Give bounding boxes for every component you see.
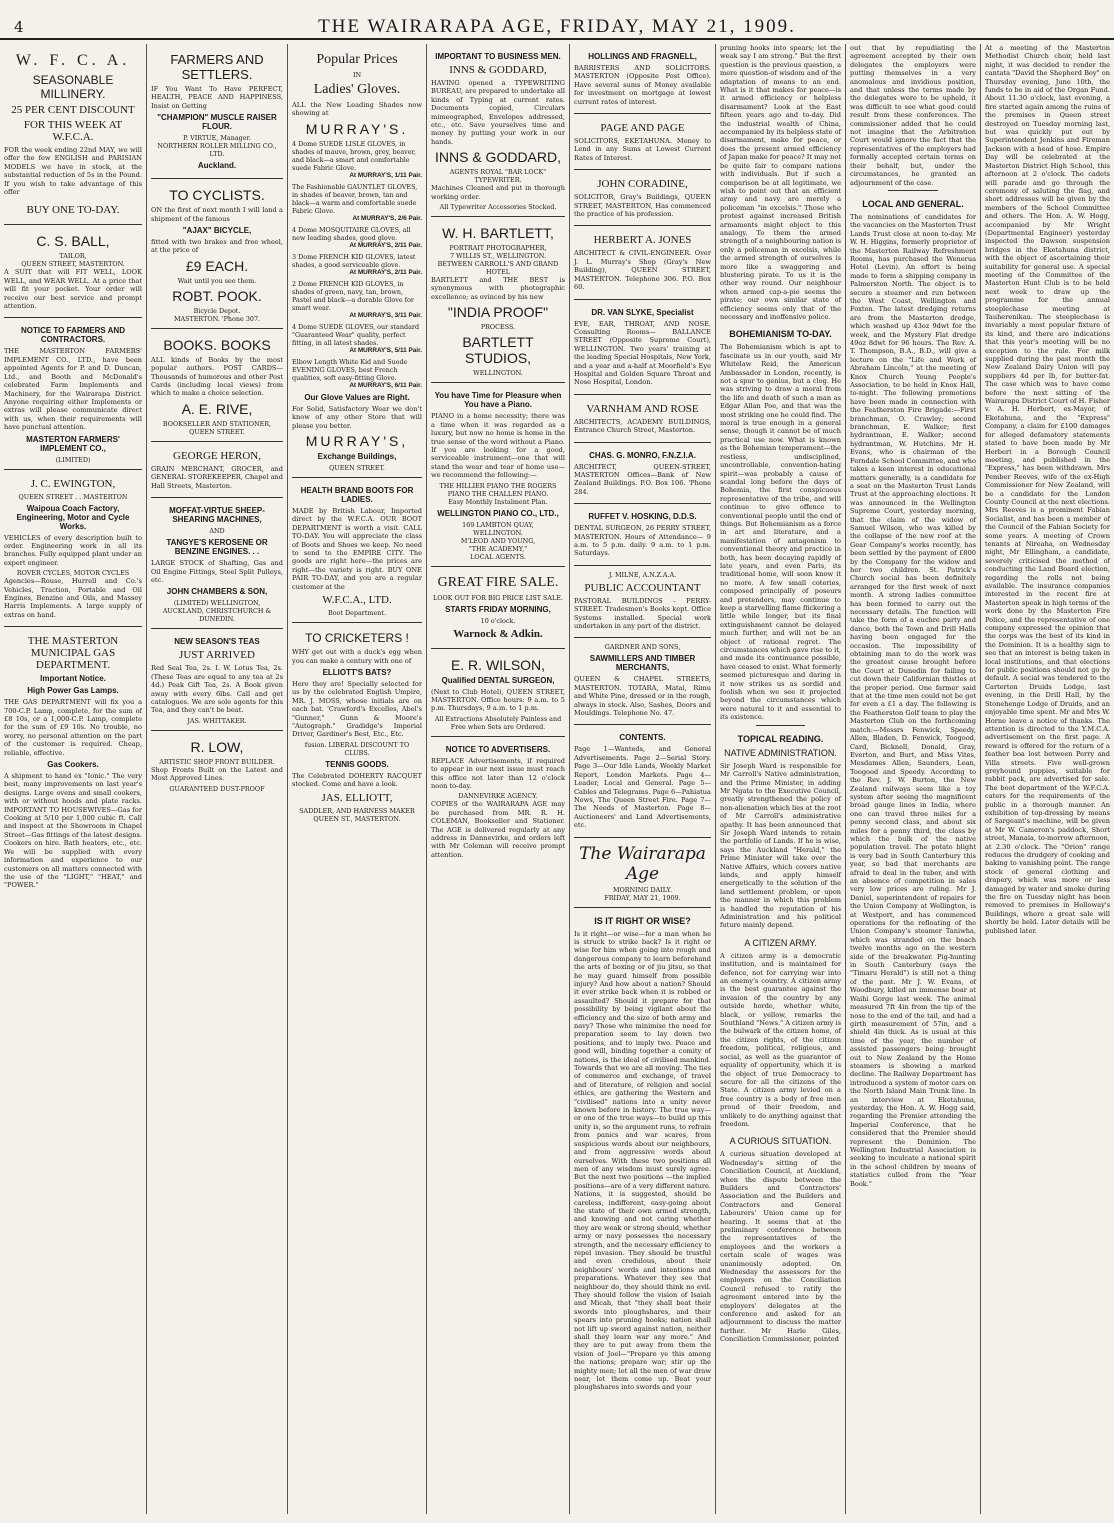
army-heading: A CITIZEN ARMY. [744, 937, 817, 948]
gas-heading: THE MASTERTON MUNICIPAL GAS DEPARTMENT. [27, 635, 119, 672]
piano-list: THE HILLIER PIANO THE ROGERS PIANO THE CHALLEN PIANO. [439, 481, 557, 498]
easy-instalments: Easy Monthly Instalment Plan. [448, 497, 548, 506]
ten-oclock: 10 o'clock. [480, 616, 516, 625]
important-business: IMPORTANT TO BUSINESS MEN. [435, 52, 561, 61]
inns-name-2: INNS & GODDARD, [434, 149, 561, 166]
ladies-gloves: Ladies' Gloves. [313, 82, 401, 97]
coradine-name: JOHN CORADINE, [597, 178, 688, 191]
the-academy: "THE ACADEMY," [468, 544, 528, 553]
ad-farmers-settlers [151, 44, 283, 179]
masthead [0, 10, 1114, 40]
mfi-ltd: (LIMITED) [55, 455, 91, 464]
card-milne [574, 566, 711, 639]
mcleod-young: M'LEOD AND YOUNG, [460, 536, 536, 545]
gloves-in: IN [352, 71, 362, 79]
local-general-continued: At a meeting of the Masterton Methodist Church choir, held last night, it was decided to render the cantata "David the Shepherd Boy" on Thursday evening, June 10th, the funds to be in aid of the Organ Fund. About 11.30 o'clock, last evening, a fire started again among the ruins of the premises in Queen street destroyed on Tuesday morning last, but was quickly put out by Superintendent Jenkins and Fireman Jackson with a head of hose. Empire Day will be celebrated at the Masterton District High School, this afternoon at 2 o'clock. The cadets will parade and go through the ceremony of saluting the flag, and short addresses will be given by the members of the School Committee and others. The Hon. A. W. Hogg, accompanied by Mr Wright (Departmental Engineer) yesterday inspected the Dawson suspension bridges in the Eketahuna district, with the object of ascertaining their suitability for general use. A special meeting of the Committee of the Masterton Hunt Club is to be held next week to draw up the programme for the annual steeplechase meeting at Tauherenikau. The steeplechase is invariably a most popular fixture of its kind, and there are indications that this year's meeting will be no exception to the rule. For milk supplied during the past month the New Zealand Dairy Union will pay suppliers 4d per lb, for butter-fat. The case which was to have come before the next sitting of the Wairarapa District Court of H. Fisher v. A. H. Herbert, ex-Mayor, of Eketahuna, and the "Express" Company, a claim for £100 damages for alleged defamatory statements stated to have been made by Mr Herbert in a Borough Council meeting, and published in the "Express," has been withdrawn. Mrs Pember Reeves, wife of the ex-High Commissioner for New Zealand, will be a candidate for the London County Council at the next elections. Mrs Reeves is a prominent Fabian Socialist, and has been a member of the Council of the Fabian Society for some years. A meeting of Crown tenants at Nireaha, on Wednesday night, Mr Ellingham, a candidate, severely criticised the method of conducting the Land Board election, regarding the rolls not being available. The insurance companies interested in the recent fire at Masterton speak in high terms of the work done by the Masterton Fire Police, and the representative of one company expressed the opinion that the corps was the best of its kind in the Dominion. It is a healthy sign to see that an interest is being taken in local institutions, and that elections for public positions should not go by default. A social was tendered to the Carterton Druids Lodge, last evening, in the Drill Hall, by the Stonehenge Lodge of Druids, and an enjoyable time spent. Mr and Mrs W. Horne leave a notice of thanks. The attention is directed to the Y.M.C.A. advertisement on the first page. A reward is offered for the return of a feather boa lost between Perry and Villa streets. Five well-grown greyhound puppies, suitable for rabbit pack, are advertised for sale. The boot department of the W.F.C.A. caters for the requirements of the public in a thorough manner. An exhibition of top-dressing by means of Sargeant's machine, will be given at Mr W. Cameron's paddock, Short street, Manaia, to-morrow afternoon, at 2.30 o'clock. The "Orion" range reduces the drudgery of cooking and baking to vanishing point. The range stock of general clothing and drapery, which was more or less damaged by water and smoke during the fire on Tuesday night has been removed to premises in Holloway's Buildings, where a great sale will shortly be held. Later details will be published later. [985, 44, 1110, 935]
great-fire-sale: GREAT FIRE SALE. [437, 574, 559, 590]
gas-cookers: Gas Cookers. [47, 760, 99, 770]
ad-fire-sale [431, 567, 565, 649]
dental-surgeon: Qualified DENTAL SURGEON, [441, 675, 555, 685]
piano-company: WELLINGTON PIANO CO., LTD., [437, 508, 559, 518]
glove-item: 4 Dome MOSQUITAIRE GLOVES, all new leading shades, good glove. At MURRAY'S, 2/11 Pair. [292, 225, 422, 249]
card-hollings [574, 44, 711, 114]
ad-wfca-millinery [4, 44, 142, 225]
cyclists-heading: TO CYCLISTS. [169, 187, 265, 204]
low-name: R. LOW, [190, 738, 244, 755]
column-5 [569, 44, 715, 1514]
studios-wellington: WELLINGTON. [473, 369, 523, 378]
ad-books [151, 329, 283, 442]
local-agents: LOCAL AGENTS. [470, 552, 526, 561]
rover-cycles: ROVER CYCLES, MOTOR CYCLES [16, 569, 130, 578]
card-jones [574, 226, 711, 299]
ad-murrays-gloves [292, 44, 422, 478]
glove-values-body: For Solid, Satisfactory Wear we don't know of any other Store that will please you better. [292, 404, 422, 430]
column-8 [980, 44, 1114, 1514]
moffat-machines: MOFFAT-VIRTUE SHEEP-SHEARING MACHINES, [169, 506, 265, 525]
this-week-line: FOR THIS WEEK AT W.F.C.A. [23, 119, 123, 143]
ball-address: QUEEN STREET, MASTERTON. [21, 260, 125, 269]
card-coradine [574, 170, 711, 226]
health-boots-heading: HEALTH BRAND BOOTS FOR LADIES. [300, 486, 414, 505]
coach-factory: Waipoua Coach Factory, Engineering, Motor and Cycle Works. [16, 503, 130, 531]
leader-continued: pruning hooks into spears; let the weak say I am strong." But the first question is the previous question, a mere question-of wisdom and of the adaptation of means to an end. What is it that makes for peace—is it armed efficiency or helpless disarmament? Look at the East fifteen years ago and to-day. Did the industrial wealth of China, accompanied by its helpless state of disarmament, make for peace, or does the present armed efficiency of Japan make for peace? It may not be quite fair to compare nations with individuals. But if such a comparison be at all legitimate, we wish to point out that an efficient army and navy are merely a policeman "in excelsis." Those who protest against increased British armaments might object to this analogy. To them the armed strength of a neighbouring nation is only a policeman in excelsis, while the armed strength of ourselves is more like a swaggering and blustering pirate. To us it is the other way round. Our neighbour when armed cap-a-pie seems the pirate; our own similar state of efficiency seems only that of the necessary and inoffensive police. [720, 44, 841, 321]
glove-item: 4 Dome SUEDE GLOVES, our standard "Guaranteed Wear" quality, perfect fitting, in all latest shades. At MURRAY'S, 5/11 Pair. [292, 322, 422, 354]
dannevirke-body: COPIES of the WAIRARAPA AGE may be purchased from MR. R. H. COLEMAN, Bookseller and Stationer. The AGE is delivered regularly at any address in Dannevirke, and orders left with Mr Coleman will receive prompt attention. [431, 800, 565, 859]
cookers-body: A shipment to hand ex "Ionic." The very best, many improvements on last year's designs. Large ovens and small cookers, with or without hoods and plate racks. IMPORTANT TO HOUSEWIVES—Gas for Cooking at 5/10 per 1,000 cubic ft. Call and inspect at the Showroom in Chapel Street—Gas fittings of the latest designs. Cookers on hire. Bath heaters, etc., etc. We will be supplied with every information and experience to our customers on all matters connected with the use of the "LIGHT," "HEAT," and "POWER." [4, 772, 142, 890]
chambers-cities: AUCKLAND, CHRISTCHURCH & DUNEDIN. [162, 607, 272, 624]
gardner-name: GARDNER AND SONS, [604, 643, 681, 652]
monro-body: ARCHITECT, QUEEN-STREET, MASTERTON Offices—Bank of New Zealand Buildings. P.O. Box 106. 'Phone 284. [574, 462, 711, 496]
elliott-trade: SADDLER, AND HARNESS MAKER QUEEN ST., MASTERTON. [299, 806, 415, 823]
whittaker-name: JAS. WHITTAKER. [187, 716, 247, 725]
ad-gas-department [4, 627, 142, 897]
tangye-engines: TANGYE'S KEROSENE OR BENZINE ENGINES. . . [166, 538, 268, 557]
local-general-body: The nominations of candidates for the vacancies on the Masterton Trust Lands Trust close at noon to-day. Mr W. H. Higgins, formerly proprietor of the Masterton Railway Refreshment Rooms, has purchased the Wenerua Hotel (Levin). An effort is being made to form a shipping company in Palmerston North. The object is to secure a steamer and run between the West Coast, Wellington and Foxton. The latest dredging returns are from the Masterton dredge, which washed up 43oz 9dwt for the week, and the Mystery Flat dredge 49oz 8dwt for 96 hours. The Rev. A. T. Thompson, B.A., B.D., will give a lecture on the "Life and Work of Abraham Lincoln," at the meeting of Knox Church Young People's Association, to be held in Knox Hall, to-night. The following promotions have been made in connection with the Featherston Fire Brigade:—First branchman, O. Crawley; second branchman, E. Walker; first hydrantman, E. Walker; second hydrantman, W. Hutchins. Mr H. Evans, who is chairman of the Ferndale School Committee, and who takes a keen interest in educational matters generally, is a candidate for a seat on the Masterton Trust Lands Trust at the approaching elections. It was announced in the Wellington Supreme Court, yesterday morning, that the claim of the widow of Samuel Wilson, who was killed by the collapse of the new roof at the Gear Company's works recently, has been settled by the payment of £800 by the Company for the widow and her two children. St. Patrick's Church social has been definitely arranged for the first week of next month. A strong ladies committee has been formed to carry out the necessary details. The function will take the form of a euchre party and dance, both the Town and Drill Halls having been engaged for the occasion. The impossibility of obtaining man to do the work was the greatest cause brought before the Court at Dunedin for failing to cut down their Californian thistles at the proper period. One farmer said that at the time men could not be got for even a £1 a day. The following is the Featherston Golf team to play the Masterton Club on the forthcoming match:—Messrs Fenwick, Speedy, Allen, Bladen, D. Fenwick, Toogood, Card, Bicknell, Donald, Gray, Everton, and Burt, and Miss Vites, Mesdames Allen, Saunders, Lean, Toogood and Speedy. According to the Rev. J. W. Burton, the New Zealand railways seem like a toy system after seeing the magnificent broad gauge lines in India, where one can travel three miles for a penny second class, and about six miles for a penny third, the class by which the bulk of the native population travel. The potato blight is very bad in South Canterbury this year, so bad that merchants are afraid to deal in the tuber, and with an absence of competition in sales very low prices are ruling. Mr J. Daniel, superintendent of repairs for the Union Company at Wellington, is at Westport, and has commenced operations for the refloating of the Union Company's steamer Taniwha, which was stranded on the beach twelve months ago on the western side of the breakwater. Pig-hunting in South Canterbury (says the "Timaru Herald") is still not a thing of the past. Mr J. W. Evans, of Woodbury, killed an immense boar at Waihi Gorge last week. The animal measured 7ft 4in from the tip of the nose to the end of the tail, and had a girth measurement of 57in, and a shield 4in thick. As is usual at this time of the year, the number of assisted passengers being brought out to New Zealand by the Home steamers is showing a marked decline. The Railway Department has introduced a system of motor cars on the North Island Main Trunk line. In an interview at Eketahuna, yesterday, the Hon. A. W. Hogg said, regarding the Premier attending the Imperial Conference, that he considered that the Premier should represent the Dominion. The Wellington Industrial Association is seeking to inculcate a national spirit in the school children by means of statistics culled from the "Year Book." [850, 212, 976, 1188]
public-accountant: PUBLIC ACCOUNTANT [584, 581, 701, 594]
gloves-intro: ALL the New Leading Shades now showing at [292, 101, 422, 118]
books-body: ALL kinds of Books by the most popular authors. POST CARDS—Thousands of humorous and other Post Cards (including local views) from which to make a choice selection. [151, 355, 283, 398]
millinery-heading: SEASONABLE MILLINERY. [32, 73, 114, 101]
exchange-buildings: Exchange Buildings, [317, 452, 397, 462]
chambers-name: JOHN CHAMBERS & SON, [166, 587, 268, 597]
bartlett-between: BETWEEN CARROLL'S AND GRAND HOTEL [437, 260, 559, 277]
murrays-name-2: MURRAY'S, [305, 433, 409, 450]
elliotts-bats: ELLIOTT'S BATS? [322, 667, 392, 677]
bar-lock-agents: AGENTS ROYAL "BAR LOCK" TYPEWRITER. [449, 168, 547, 185]
auckland: Auckland. [197, 161, 237, 171]
high-power-lamps: High Power Gas Lamps. [27, 686, 119, 696]
page-number: 4 [14, 18, 24, 36]
card-monro [574, 443, 711, 505]
ball-name: C. S. BALL, [36, 233, 110, 250]
ball-trade: TAILOR, [59, 252, 87, 261]
chambers-ltd: (LIMITED) WELLINGTON, [173, 599, 261, 608]
contents-list: Page 1—Wanteds, and General Advertisements. Page 2—Serial Story. Page 3—Our Idle Lands, Weekly Market Report, London Markets. Page 4—Leader, Local and General. Page 5—Cables and Telegrams. Page 6—Pahiatua News, The Queen Street Fire. Page 7—The Needs of Masterton. Page 8—Auctioneers' and Land Advertisements, etc. [574, 745, 711, 830]
ad-moffat [151, 498, 283, 629]
column-3 [287, 44, 426, 1514]
gardner-body: QUEEN & CHAPEL STREETS, MASTERTON. TOTARA, Matai, Rimu and White Pine, dressed or in the rough, always in stock. Also, Sashes, Doors and Mouldings. Telephone No. 47. [574, 675, 711, 718]
leader-body: Is it right—or wise—for a man when he is struck to strike back? Is it right or wise for him when going into rough and dangerous company to learn beforehand the arts of boxing or of jiu jitsu, so that he may guard himself from possible injury? And how about a nation? Should it ever strike back when it is robbed or assaulted? Should it prepare for that possibility by being vigilant about the efficiency and the size of both army and navy? Those who minimise the need for preparation seem to lay down two positions, and to imply two. Peace and good will, binding together a comity of nations, is the ideal of civilised mankind. Towards that we are all moving. The ties of commerce and exchange, of travel and of literature, of religion and social ethics, are gathering the Western and "civilised" nations into a unity never known before in history. The true way—or one of the true ways—to build up this unity is, so the argument runs, to refrain from panics and war scares, from suspicious words about our neighbours, and from aggressive words about ourselves. With these two positions all men of any wisdom must surely agree. But the next two positions —the implied positions—are of a very different nature. Nations, it is suggested, should be careless, indifferent, easy-going about the state of their own armed strength, and knowing and not caring whether they are weak or strong should, whether army or navy possesses the necessary strength, and the necessary efficiency to repel invasion. They should be trustful and even credulous, about their neighbours' words and intentions and preparations. Whatever they see that neighbour do, they should think no evil. They should follow the vision of Isaiah and Micah, that "they shall beat their swords into ploughshares, and their spears into pruning hooks; nation shall not lift up sword against nation, neither shall they learn war any more." And they are to put away from them the vision of Joel—"Prepare ye this among the nations; prepare war; stir up the mighty men; let all the men of war draw near, let them come up. Beat your ploughshares into swords and your [574, 929, 711, 1392]
boot-department: Boot Department. [328, 609, 386, 618]
rive-trade: BOOKSELLER AND STATIONER, QUEEN STREET. [162, 419, 272, 436]
notice-advertisers [431, 737, 565, 866]
gas-body: THE GAS DEPARTMENT will fix you a 700-C.P. Lamp, complete, for the sum of £8 10s, or a 1,000-C.P. Lamp, complete for the sum of £9 10s. No trouble, no worry, no personal attention on the part of the customer is required. Cheap, reliable, effective. [4, 698, 142, 757]
coradine-body: SOLICITOR, Gray's Buildings, QUEEN STREET, MASTERTON, Has commenced the practice of his profession. [574, 193, 711, 219]
piano-heading: You have Time for Pleasure when You have a Piano. [434, 391, 562, 410]
ad-cyclists [151, 179, 283, 329]
card-varnham [574, 395, 711, 443]
ad-piano [431, 383, 565, 566]
pook-trade: Bicycle Depot. [193, 306, 241, 315]
contents-heading: CONTENTS. [619, 733, 666, 743]
column-6 [715, 44, 845, 1514]
heron-name: GEORGE HERON, [173, 449, 261, 462]
elliott-name: JAS. ELLIOTT, [321, 791, 393, 804]
low-trade: ARTISTIC SHOP FRONT BUILDER. [159, 757, 275, 766]
native-heading: NATIVE ADMINISTRATION. [724, 747, 837, 758]
moffat-and: AND [209, 527, 225, 536]
important-notice: Important Notice. [40, 674, 106, 684]
slyke-body: EYE, EAR, THROAT, AND NOSE. Consulting Rooms— BALLANCE STREET (Opposite Supreme Court), WELLINGTON. Two years' training at the leading Special Hospitals, New York, and a year and a-half at Moorfield's Eye Hospital and Golden Square Throat and Nose Hospital, London. [574, 319, 711, 387]
card-page [574, 114, 711, 170]
wilson-body: (Next to Club Hotel), QUEEN STREET, MASTERTON. Office hours: 9 a.m. to 5 p.m. Thursdays, 9 a.m. to 1 p.m. [431, 687, 565, 713]
fusion-discount: fusion. LIBERAL DISCOUNT TO CLUBS. [304, 740, 410, 757]
accessories: All Typewriter Accessories Stocked. [439, 203, 557, 212]
notice-heading: NOTICE TO FARMERS AND CONTRACTORS. [20, 326, 125, 345]
column-1 [0, 44, 146, 1514]
army-body: A citizen army is a democratic institution, and is maintained for defence, not for carrying war into an enemy's country. A citizen army is the best guarantee against the invasion of the country by any outside horde, whether white, black, or yellow, remarks the Southland "News." A citizen army is the bulwark of the citizen home, of the citizen rights, of the citizen freedom, political, religious, and social, as well as the guarantor of equality of opportunity, which it is the object of true Democracy to secure for all the citizens of the State. A citizen army levied on a free country is a body of free men proud of their freedom, and unlikely to do anything against that freedom. [720, 951, 841, 1128]
glove-item: 4 Dome SUEDE LISLE GLOVES, in shades of mauve, brown, grey, beaver, and black—a smart and comfortable suede Fabric Glove. At MURRAY'S, 1/11 Pair. [292, 139, 422, 179]
books-heading: BOOKS. BOOKS [163, 336, 271, 353]
rive-name: A. E. RIVE, [181, 400, 253, 417]
pook-name: ROBT. POOK. [172, 287, 262, 304]
wilson-name: E. R. WILSON, [450, 656, 546, 673]
teas-body: Red Seal Tea, 2s. I. W. Lotus Tea, 2s. (These Teas are equal to any tea at 2s 4d.) Peak Gift Tea, 2s. A Book given away with every 6lbs. Call and get catalogues. We are sole agents for this Tea, and they can't be beat. [151, 664, 283, 715]
ewington-name: J. C. EWINGTON, [30, 477, 116, 490]
morning-daily: MORNING DAILY. [613, 885, 672, 894]
card-hosking [574, 504, 711, 566]
jones-body: ARCHITECT & CIVIL-ENGINEER. Over J. L. Murray's Shop (Gray's New Building), QUEEN STREET, MASTERTON. Telephone 306. P.O. Box 60. [574, 249, 711, 292]
piano-body: PIANO in a home necessity; there was a time when it was regarded as a luxury, but now no home is home in the true sense of the word without a Piano. If you are looking for a good, serviceable instrument—one that will stand the wear and tear of home use—we recommend the following:— [431, 412, 565, 480]
bohemian-body: The Bohemianism which is apt to fascinate us in our youth, said Mr Whitelaw Reid, the American Ambassador in London, recently, is not a spur to genius, but a clog. He was striving to draw a moral from the life and death of such a man as Edgar Allan Poe, and that was the most striking one he could find. The moral is true enough in a general sense, though it cannot be of much practical use now. What is known as the Bohemian temperament—the restless, undisciplined, uncontrollable, convention-hating spirit—was probably a cause of scandal long before the days of Bohemia, the first conspicuous representative of the tribe, and will continue to give offence to conventional people until the end of things. But Bohemianism as a force in art and literature, and a manifestation of antagonism to conventional theory and practice in both, has been decaying rapidly of late years, and even Paris, its traditional home, will soon know it no more. A few small coteries, composed principally of poseurs and pretenders, may continue to keep a starvelling flame flickering a little while longer, but its final extinguishment cannot be delayed much further, and will not be an object of rational regret. The circumstances which gave rise to it, and made its continuance possible, have ceased to exist. What formerly seemed picturesque and daring in it now strikes us as sordid and foolish when we see it projected beyond the circumstances which were natural to it and essential to its existence. [720, 343, 841, 722]
divider [888, 190, 938, 191]
native-body: Sir Joseph Ward is responsible for Mr Carroll's Native administration, and the Prime Minister, in adding Mr Ngata to the Executive Council, greatly strengthened the policy of non-alienation which lies at the root of Mr Carroll's administrative apathy. It has been announced that Sir Joseph Ward intends to retain the portfolio of Lands. If he is wise, says the Auckland "Herald," the Prime Minister will take over the Native Affairs, which covers native lands, and apply himself energetically to the solution of the land settlement problem, or upon the manner in which this problem is handled the reputation of his Administration and his political future mainly depend. [720, 761, 841, 930]
agencies-body: Agencies—Rouse, Hurrell and Co.'s Vehicles, Traction, Portable and Oil Engines, Benzine and Oils, and Massey Harris Implements. A large supply of extras on hand. [4, 577, 142, 619]
page-body: SOLICITORS, EKETAHUNA. Money to Lend in any Sums at Lowest Current Rates of Interest. [574, 137, 711, 162]
india-proof: "INDIA PROOF" [447, 304, 549, 321]
dannevirke-agency: DANNEVIRKE AGENCY. [458, 792, 538, 801]
guaranteed-dust-proof: GUARANTEED DUST-PROOF [169, 784, 265, 793]
virtue-manager: P. VIRTUE, Manager. [183, 134, 251, 143]
card-van-slyke [574, 300, 711, 395]
ad-heron [151, 442, 283, 498]
glove-values: Our Glove Values are Right. [304, 392, 410, 402]
wairarapa-age-masthead: The Wairarapa Age [579, 843, 706, 884]
slyke-name: DR. VAN SLYKE, Specialist [591, 307, 694, 317]
bohemian-heading: BOHEMIANISM TO-DAY. [729, 329, 832, 340]
column-7 [845, 44, 980, 1514]
heron-body: GRAIN MERCHANT, GROCER, and GENERAL STOREKEEPER, Chapel and Hall Streets, Masterton. [151, 464, 283, 490]
wfca-logo: W. F. C. A. [15, 52, 131, 69]
tennis-body: The Celebrated DOHERTY RACQUET stocked. Come and have a look. [292, 771, 422, 789]
india-process: PROCESS. [480, 323, 516, 332]
millinery-body: FOR the week ending 22nd MAY, we will offer the few ENGLISH and PARISIAN MODELS we have in stock, at the substantial reduction of 5s in the Pound. If you wish to take advantage of this offer [4, 146, 142, 197]
card-gardner [574, 638, 711, 725]
notice-body: THE MASTERTON FARMERS' IMPLEMENT CO., LTD., have been appointed Agents for P. and D. Duncan, Ltd., and Booth and McDonald's celebrated Farm Implements and Machinery, for the Wairarapa District. Anyone requiring either Implements or extras will please communicate direct with us, when their requirements will have punctual attention. [4, 347, 142, 432]
ad-wilson-dental [431, 649, 565, 737]
divider [756, 725, 804, 726]
ewington-address: QUEEN STREET . . MASTERTON [18, 492, 128, 501]
coach-body: VEHICLES of every description built to order. Engineering work in all its branches. Fully equipped plant under an expert engineer. [4, 533, 142, 567]
ad-health-boots [292, 478, 422, 623]
mfi-name: MASTERTON FARMERS' IMPLEMENT CO., [26, 434, 120, 453]
monro-name: CHAS. G. MONRO, F.N.Z.I.A. [589, 450, 696, 460]
newspaper-masthead-title: THE WAIRARAPA AGE, FRIDAY, MAY 21, 1909. [318, 16, 796, 37]
portrait-photographer: PORTRAIT PHOTOGRAPHER, [449, 244, 547, 253]
lambton-quay: 169 LAMBTON QUAY, [462, 520, 534, 529]
local-general-heading: LOCAL AND GENERAL. [862, 198, 964, 209]
sawmillers: SAWMILLERS AND TIMBER MERCHANTS, [589, 654, 696, 673]
champion-flour: "CHAMPION" MUSCLE RAISER FLOUR. [157, 113, 277, 132]
contents-box [574, 725, 711, 837]
cricketers-heading: TO CRICKETERS ! [305, 631, 409, 646]
starts-friday: STARTS FRIDAY MORNING, [445, 604, 551, 614]
tennis-goods: TENNIS GOODS. [325, 759, 389, 769]
farmers-heading: FARMERS AND SETTLERS. [170, 52, 264, 82]
cyclists-body: ON the first of next month I will land a shipment of the famous [151, 206, 283, 223]
ad-cricketers [292, 623, 422, 827]
jones-name: HERBERT A. JONES [593, 234, 692, 247]
inns-name: INNS & GODDARD, [449, 64, 547, 76]
murrays-name: MURRAY'S. [305, 120, 409, 137]
bartlett-name: W. H. BARTLETT, [442, 225, 554, 242]
curious-heading: A CURIOUS SITUATION. [729, 1136, 832, 1147]
painless-extractions: All Extractions Absolutely Painless and Free when Sets are Ordered. [434, 714, 562, 731]
varnham-body: ARCHITECTS, ACADEMY BUILDINGS, Entrance Church Street, Masterton. [574, 417, 711, 435]
warnock-adkin: Warnock & Adkin. [453, 627, 543, 640]
glove-item: 3 Dome FRENCH KID GLOVES, latest shades, a good serviceable glove. At MURRAY'S, 2/11 Pair. [292, 252, 422, 276]
hollings-name: HOLLINGS AND FRAGNELL, [588, 52, 697, 61]
teas-heading: NEW SEASON'S TEAS [174, 637, 260, 647]
leader-heading: IS IT RIGHT OR WISE? [594, 915, 691, 926]
notice-advertisers-body: REPLACE Advertisements, if required to appear in our next issue must reach this office not later than 12 o'clock noon to-day. [431, 756, 565, 790]
health-body: MADE by British Labour, Imported direct by the W.F.C.A. OUR BOOT DEPARTMENT is worth a visit. CALL TO-DAY. You will appreciate the class of Boots and Shoes we keep. No need to send to the EMPIRE CITY. The goods are right here—the prices are right—the variety is right. BUY ONE PAIR TO-DAY, and you are a regular customer at the [292, 507, 422, 591]
lookout-line: LOOK OUT FOR BIG PRICE LIST SALE. [433, 593, 563, 602]
popular-prices: Popular Prices [316, 52, 398, 67]
ajax-body: fitted with two brakes and free wheel, at the price of [151, 238, 283, 255]
low-body: Shop Fronts Built on the Latest and Most Approved Lines. [151, 765, 283, 783]
hosking-body: DENTAL SURGEON, 26 PERRY STREET, MASTERTON. Hours of Attendance— 9 a.m. to 5 p.m. daily. 9 a.m. to 1 p.m. Saturdays. [574, 524, 711, 558]
glove-item: The Fashionable GAUNTLET GLOVES, in shades of beaver, brown, tan and black—a warm and comfortable suede Fabric Glove. At MURRAY'S, 2/6 Pair. [292, 182, 422, 222]
column-4 [426, 44, 569, 1514]
masthead-sub [574, 884, 711, 908]
glove-item: Elbow Length White Kid and Suede EVENING GLOVES, best French qualities, soft easy-fitting Glove. At MURRAY'S, 6/11 Pair. [292, 357, 422, 389]
agents-body: Machines Cleaned and put in thorough working order. [431, 184, 565, 201]
wfca-ltd: W.F.C.A., LTD. [322, 594, 392, 607]
bartlett-studios: BARTLETT STUDIOS, [462, 334, 534, 367]
notice-advertisers-heading: NOTICE TO ADVERTISERS. [445, 744, 551, 754]
varnham-name: VARNHAM AND ROSE [586, 402, 699, 415]
topical-heading: TOPICAL READING. [737, 733, 824, 744]
glove-item: 2 Dome FRENCH KID GLOVES, in shades of green, navy, tan, brown, Pastel and black—a durable Glove for smart wear. At MURRAY'S, 3/11 Pair. [292, 279, 422, 319]
milne-body: PASTORAL BUILDINGS - PERRY-STREET. Tradesmen's Books kept. Office Systems installed. Special work undertaken in any part of the district. [574, 596, 711, 631]
bartlett-body: BARTLETT and THE BEST is synonymous with photographic excellence; as evinced by his new [431, 276, 565, 301]
queen-street: QUEEN STREET. [329, 464, 385, 473]
ball-body: A SUIT that will FIT WELL, LOOK WELL, and WEAR WELL. At a price that will fit your pocket. Your order will receive our best service and prompt attention. [4, 268, 142, 311]
piano-wellington: WELLINGTON. [473, 528, 523, 537]
teas-arrived: JUST ARRIVED [179, 649, 255, 662]
column-2 [146, 44, 287, 1514]
curious-continued: out that by repudiating the agreement accepted by their own delegates the employers were putting themselves in a very anomalous and invidious position, and that unless the terms made by the delegates were to be upheld, it was difficult to see what good could result from these conferences. The commissioner added that he could not imagine that the Arbitration Court would ignore the fact that the representatives of the employers had formally accepted certain terms on their behalf, but, under the circumstances, he granted an adjournment of the case. [850, 44, 976, 187]
inns-body: HAVING opened a TYPEWRITING BUREAU, are prepared to undertake all kinds of Typing at current rates. Documents copied, Circulars mimeographed, Envelopes addressed, etc., etc. Save yourselves time and money by putting your work in our hands. [431, 79, 565, 146]
farmers-body: IF You Want To Have PERFECT, HEALTH, PEACE AND HAPPINESS, Insist on Getting [151, 85, 283, 110]
page-name: PAGE AND PAGE [600, 122, 685, 135]
cricketers-body: WHY get out with a duck's egg when you can make a century with one of [292, 648, 422, 665]
ad-ewington [4, 470, 142, 628]
ad-inns-goddard [431, 44, 565, 217]
ad-teas [151, 629, 283, 730]
bicycle-price: £9 EACH. [185, 257, 249, 274]
willis-street: 7 WILLIS ST., WELLINGTON. [449, 252, 547, 261]
ajax-bicycle: "AJAX" BICYCLE, [182, 226, 252, 236]
roller-milling: NORTHERN ROLLER MILLING CO., LTD. [157, 142, 277, 159]
hollings-body: BARRISTERS AND SOLICITORS. MASTERTON (Opposite Post Office). Have several sums of Money available for investment on mortgage at lowest current rates of interest. [574, 64, 711, 106]
bats-body: Here they are! Specially selected for us by the celebrated English Umpire, MR. J. MOSS, whose initials are on each bat. 'Crawford's Excelles, Abel's "Gunner," Gunn & Moore's "Autograph." Gradidge's Imperial Driver, Gardiner's Best, Etc., Etc. [292, 679, 422, 739]
discount-line: 25 PER CENT DISCOUNT [11, 104, 135, 116]
ad-bartlett [431, 217, 565, 383]
curious-body: A curious situation developed at Wednesday's sitting of the Conciliation Council, at Auckland, when the dispute between the Builders and Contractors' Association and the Builders and Contractors and General Labourers' Union came up for hearing. It seems that at the preliminary conference between the representatives of the employees and the workers a certain scale of wages was unanimously adopted. On Wednesday the assessors for the employers on the Conciliation Council refused to ratify the agreement entered into by the employers' delegates at the conference and asked for an adjournment to discuss the matter further. Mr Harle Giles, Conciliation Commissioner, pointed [720, 1150, 841, 1344]
hosking-name: RUFFET V. HOSKING, D.D.S. [588, 512, 697, 522]
ad-low-builder [151, 731, 283, 798]
pook-address: MASTERTON. 'Phone 307. [173, 314, 261, 323]
ad-notice-farmers [4, 318, 142, 469]
tangye-body: LARGE STOCK of Shafting, Gas and Oil Engine Fittings, Steel Split Pulleys, etc. [151, 559, 283, 584]
ad-ball-tailor [4, 225, 142, 318]
buy-today: BUY ONE TO-DAY. [26, 204, 120, 217]
leader-date: FRIDAY, MAY 21, 1909. [604, 893, 681, 902]
wait-line: Wait until you see them. [177, 276, 257, 285]
milne-name: J. MILNE, A.N.Z.A.A. [608, 570, 677, 579]
